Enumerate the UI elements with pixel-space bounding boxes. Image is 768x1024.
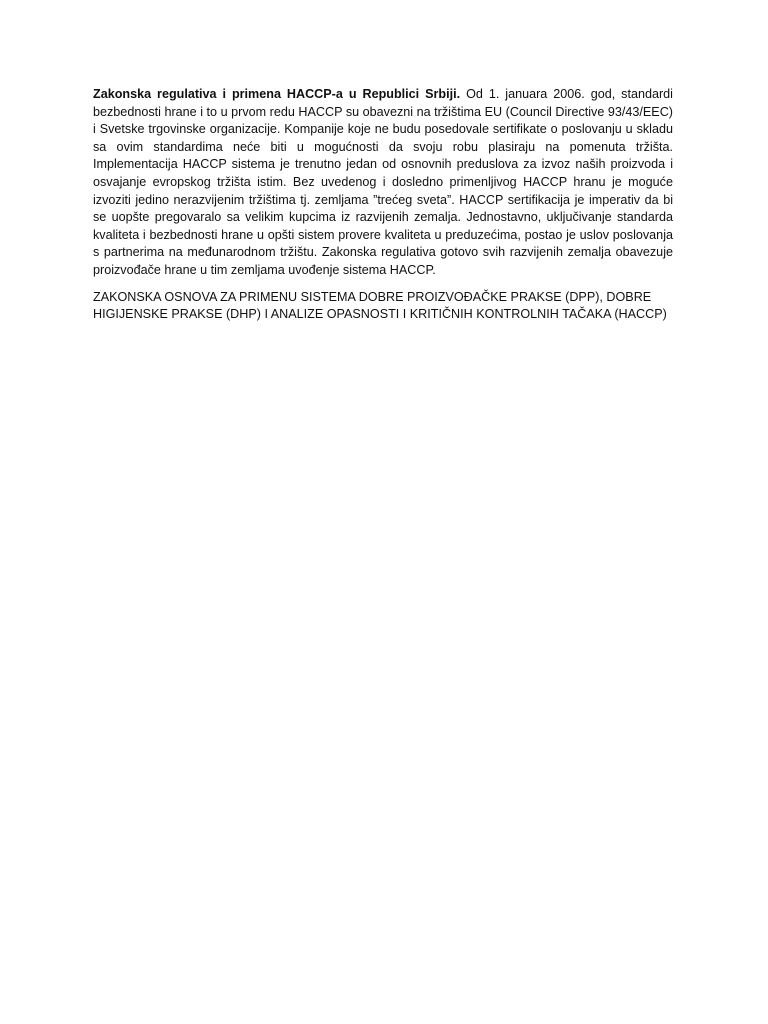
section-heading: ZAKONSKA OSNOVA ZA PRIMENU SISTEMA DOBRE PROIZVOĐAČKE PRAKSE (DPP), DOBRE HIGIJENSKE PRAKSE (DHP) I ANALIZE OPASNOSTI I KRITIČNIH KONTROLNIH TAČAKA (HACCP) [93,289,667,322]
intro-lead: Zakonska regulativa i primena HACCP-a u Republici Srbiji. [93,87,461,101]
intro-paragraph [93,86,673,280]
document-body [93,86,673,324]
intro-text: Od 1. januara 2006. god, standardi bezbednosti hrane i to u prvom redu HACCP su obavezni na tržištima EU (Council Directive 93/43/EEC) i Svetske trgovinske organizacije. Kompanije koje ne budu posedovale sertifikate o poslovanju u skladu sa ovim standardima neće biti u mogućnosti da svoju robu plasiraju na pomenuta tržišta. Implementacija HACCP sistema je trenutno jedan od osnovnih preduslova za izvoz naših proizvoda i osvajanje evropskog tržišta istim. Bez uvedenog i dosledno primenljivog HACCP hranu je moguće izvoziti jedino nerazvijenim tržištima tj. zemljama ”trećeg sveta”. HACCP sertifikacija je imperativ da bi se uopšte pregovaralo sa velikim kupcima iz razvijenih zemalja. Jednostavno, uključivanje standarda kvaliteta i bezbednosti hrane u opšti sistem provere kvaliteta u preduzećima, postao je uslov poslovanja s partnerima na međunarodnom tržištu. Zakonska regulativa gotovo svih razvijenih zemalja obavezuje proizvođače hrane u tim zemljama uvođenje sistema HACCP. [93,87,673,277]
